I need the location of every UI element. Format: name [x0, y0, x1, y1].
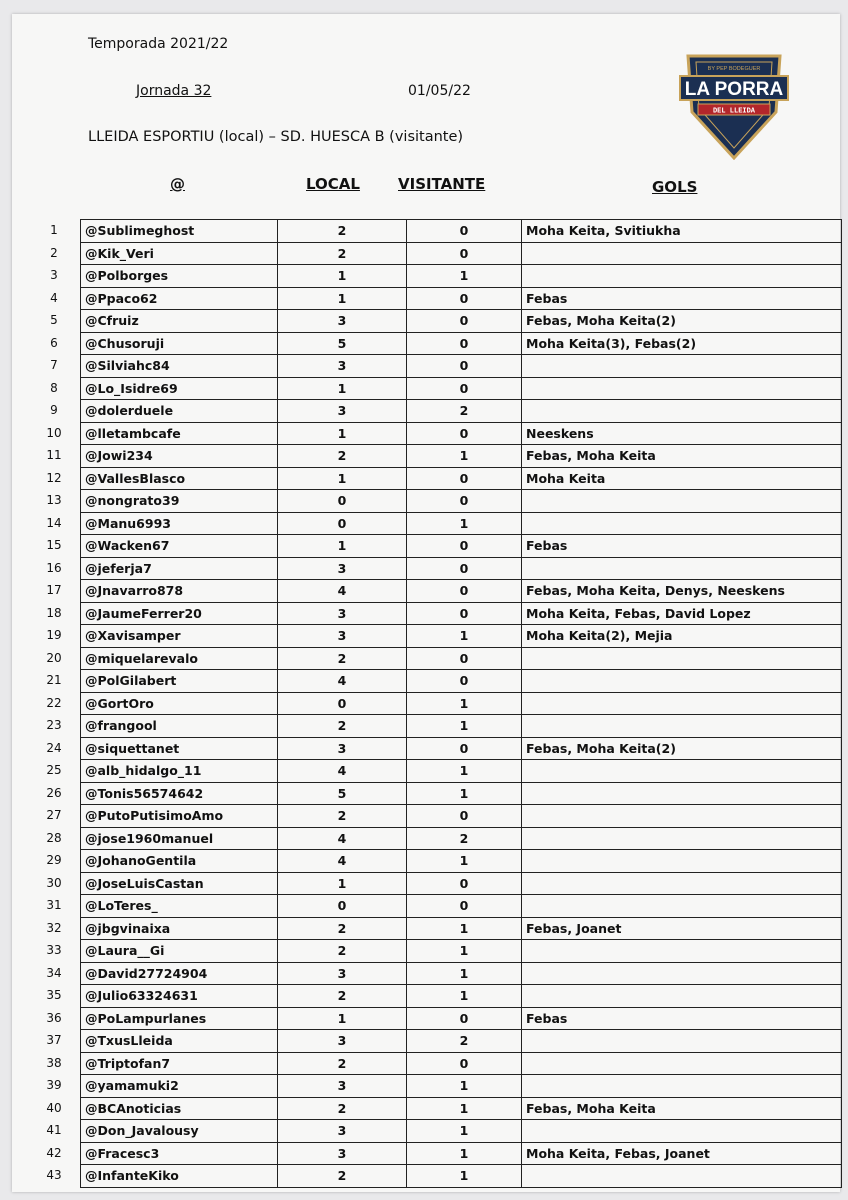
table-row: [81, 670, 842, 693]
local-score-cell: 1: [278, 422, 407, 445]
row-number: 13: [46, 493, 62, 507]
local-score-cell: 3: [278, 962, 407, 985]
visitor-score-cell: 1: [407, 512, 522, 535]
row-number: 14: [46, 515, 62, 530]
season-label: Temporada 2021/22: [88, 36, 229, 52]
visitor-score-cell: 0: [407, 895, 522, 918]
username-cell: @PutoPutisimoAmo: [81, 805, 278, 828]
scorers-cell: Neeskens: [522, 422, 842, 445]
row-number: 41: [46, 1123, 62, 1137]
scorers-cell: Febas, Joanet: [522, 917, 842, 940]
table-row: [81, 602, 842, 625]
scorers-cell: Moha Keita: [522, 467, 842, 490]
username-cell: @GortOro: [81, 692, 278, 715]
match-date: 01/05/22: [408, 83, 471, 99]
username-cell: @Ppaco62: [81, 287, 278, 310]
visitor-score-cell: 1: [407, 692, 522, 715]
scorers-cell: [522, 985, 842, 1008]
predictions-table: [80, 219, 842, 1188]
table-row: [81, 580, 842, 603]
logo-top-text: BY PEP BODEGUER: [707, 66, 761, 72]
visitor-score-cell: 2: [407, 400, 522, 423]
header-gols: GOLS: [652, 178, 698, 196]
visitor-score-cell: 1: [407, 760, 522, 783]
table-row: [81, 962, 842, 985]
scorers-cell: [522, 1052, 842, 1075]
username-cell: @Xavisamper: [81, 625, 278, 648]
visitor-score-cell: 0: [407, 332, 522, 355]
table-row: [81, 422, 842, 445]
scorers-cell: Moha Keita(3), Febas(2): [522, 332, 842, 355]
scorers-cell: Moha Keita(2), Mejia: [522, 625, 842, 648]
visitor-score-cell: 0: [407, 580, 522, 603]
local-score-cell: 4: [278, 670, 407, 693]
logo-main-text: LA PORRA: [684, 79, 784, 100]
visitor-score-cell: 1: [407, 917, 522, 940]
table-row: [81, 872, 842, 895]
visitor-score-cell: 1: [407, 985, 522, 1008]
table-row: [81, 692, 842, 715]
scorers-cell: [522, 512, 842, 535]
row-number: 28: [46, 830, 62, 845]
row-number: 1: [50, 223, 58, 237]
visitor-score-cell: 0: [407, 242, 522, 265]
visitor-score-cell: 0: [407, 422, 522, 445]
scorers-cell: [522, 670, 842, 693]
row-number: 2: [50, 245, 58, 260]
row-number: 16: [46, 560, 62, 575]
row-number: 38: [46, 1055, 62, 1070]
table-row: [81, 1120, 842, 1143]
visitor-score-cell: 1: [407, 625, 522, 648]
table-row: [81, 310, 842, 333]
scorers-cell: Moha Keita, Svitiukha: [522, 220, 842, 243]
local-score-cell: 1: [278, 535, 407, 558]
local-score-cell: 3: [278, 625, 407, 648]
local-score-cell: 2: [278, 715, 407, 738]
row-number: 24: [46, 740, 62, 755]
visitor-score-cell: 1: [407, 1075, 522, 1098]
visitor-score-cell: 1: [407, 962, 522, 985]
visitor-score-cell: 0: [407, 557, 522, 580]
local-score-cell: 2: [278, 1052, 407, 1075]
username-cell: @miquelarevalo: [81, 647, 278, 670]
table-row: [81, 1075, 842, 1098]
scorers-cell: [522, 827, 842, 850]
local-score-cell: 2: [278, 445, 407, 468]
row-number: 29: [46, 853, 62, 867]
row-numbers: [36, 219, 72, 1187]
visitor-score-cell: 2: [407, 827, 522, 850]
row-number: 10: [46, 425, 62, 440]
local-score-cell: 1: [278, 467, 407, 490]
scorers-cell: [522, 557, 842, 580]
visitor-score-cell: 1: [407, 715, 522, 738]
local-score-cell: 3: [278, 1142, 407, 1165]
scorers-cell: Moha Keita, Febas, Joanet: [522, 1142, 842, 1165]
table-row: [81, 850, 842, 873]
table-row: [81, 535, 842, 558]
table-row: [81, 445, 842, 468]
row-number: 15: [46, 538, 62, 552]
scorers-cell: [522, 715, 842, 738]
username-cell: @JaumeFerrer20: [81, 602, 278, 625]
row-number: 19: [46, 628, 62, 642]
table-row: [81, 1052, 842, 1075]
visitor-score-cell: 0: [407, 602, 522, 625]
visitor-score-cell: 1: [407, 782, 522, 805]
table-row: [81, 985, 842, 1008]
row-number: 7: [50, 358, 58, 372]
table-row: [81, 647, 842, 670]
username-cell: @dolerduele: [81, 400, 278, 423]
table-row: [81, 895, 842, 918]
table-row: [81, 265, 842, 288]
scorers-cell: [522, 490, 842, 513]
local-score-cell: 1: [278, 1007, 407, 1030]
visitor-score-cell: 0: [407, 1052, 522, 1075]
shield-icon: [674, 50, 794, 160]
row-number: 40: [46, 1100, 62, 1115]
row-number: 18: [46, 605, 62, 620]
visitor-score-cell: 1: [407, 265, 522, 288]
local-score-cell: 3: [278, 1120, 407, 1143]
username-cell: @BCAnoticias: [81, 1097, 278, 1120]
local-score-cell: 2: [278, 1097, 407, 1120]
row-number: 4: [50, 290, 58, 305]
table-row: [81, 1142, 842, 1165]
username-cell: @InfanteKiko: [81, 1165, 278, 1188]
local-score-cell: 4: [278, 827, 407, 850]
local-score-cell: 2: [278, 220, 407, 243]
table-row: [81, 332, 842, 355]
scorers-cell: Febas: [522, 1007, 842, 1030]
local-score-cell: 3: [278, 602, 407, 625]
scorers-cell: [522, 1120, 842, 1143]
row-number: 43: [46, 1168, 62, 1182]
table-row: [81, 1007, 842, 1030]
row-number: 8: [50, 380, 58, 395]
username-cell: @jose1960manuel: [81, 827, 278, 850]
visitor-score-cell: 1: [407, 940, 522, 963]
local-score-cell: 0: [278, 692, 407, 715]
row-number: 39: [46, 1078, 62, 1092]
username-cell: @PoLampurlanes: [81, 1007, 278, 1030]
local-score-cell: 0: [278, 490, 407, 513]
username-cell: @Tonis56574642: [81, 782, 278, 805]
visitor-score-cell: 1: [407, 1097, 522, 1120]
visitor-score-cell: 0: [407, 805, 522, 828]
visitor-score-cell: 1: [407, 850, 522, 873]
table-row: [81, 805, 842, 828]
local-score-cell: 1: [278, 265, 407, 288]
row-number: 3: [50, 268, 58, 282]
scorers-cell: Febas, Moha Keita, Denys, Neeskens: [522, 580, 842, 603]
row-number: 42: [46, 1145, 62, 1160]
table-row: [81, 782, 842, 805]
match-title: LLEIDA ESPORTIU (local) – SD. HUESCA B (visitante): [88, 129, 464, 145]
table-row: [81, 557, 842, 580]
local-score-cell: 3: [278, 557, 407, 580]
row-number: 34: [46, 965, 62, 980]
header-visitante: VISITANTE: [398, 175, 486, 193]
row-number: 6: [50, 335, 58, 350]
scorers-cell: Febas, Moha Keita: [522, 1097, 842, 1120]
scorers-cell: [522, 1165, 842, 1188]
visitor-score-cell: 0: [407, 670, 522, 693]
scorers-cell: Febas: [522, 287, 842, 310]
local-score-cell: 4: [278, 580, 407, 603]
scorers-cell: [522, 1030, 842, 1053]
visitor-score-cell: 0: [407, 647, 522, 670]
scorers-cell: [522, 242, 842, 265]
visitor-score-cell: 2: [407, 1030, 522, 1053]
username-cell: @Silviahc84: [81, 355, 278, 378]
username-cell: @Don_Javalousy: [81, 1120, 278, 1143]
jornada-label: Jornada 32: [136, 83, 212, 99]
username-cell: @TxusLleida: [81, 1030, 278, 1053]
local-score-cell: 1: [278, 872, 407, 895]
scorers-cell: Febas, Moha Keita(2): [522, 737, 842, 760]
row-number: 22: [46, 695, 62, 710]
username-cell: @Wacken67: [81, 535, 278, 558]
visitor-score-cell: 0: [407, 490, 522, 513]
local-score-cell: 2: [278, 940, 407, 963]
table-row: [81, 940, 842, 963]
scorers-cell: [522, 940, 842, 963]
row-number: 32: [46, 920, 62, 935]
local-score-cell: 3: [278, 737, 407, 760]
visitor-score-cell: 1: [407, 1120, 522, 1143]
row-number: 33: [46, 943, 62, 957]
local-score-cell: 2: [278, 917, 407, 940]
local-score-cell: 2: [278, 1165, 407, 1188]
logo-sub-text: DEL LLEIDA: [712, 107, 756, 116]
scorers-cell: Febas, Moha Keita(2): [522, 310, 842, 333]
row-number: 25: [46, 763, 62, 777]
table-row: [81, 377, 842, 400]
local-score-cell: 3: [278, 1030, 407, 1053]
table-row: [81, 512, 842, 535]
username-cell: @JoseLuisCastan: [81, 872, 278, 895]
scorers-cell: [522, 872, 842, 895]
table-row: [81, 242, 842, 265]
username-cell: @Lo_Isidre69: [81, 377, 278, 400]
table-row: [81, 625, 842, 648]
visitor-score-cell: 0: [407, 310, 522, 333]
username-cell: @Triptofan7: [81, 1052, 278, 1075]
local-score-cell: 3: [278, 1075, 407, 1098]
visitor-score-cell: 1: [407, 445, 522, 468]
scorers-cell: Febas, Moha Keita: [522, 445, 842, 468]
table-row: [81, 355, 842, 378]
table-row: [81, 917, 842, 940]
username-cell: @yamamuki2: [81, 1075, 278, 1098]
visitor-score-cell: 1: [407, 1165, 522, 1188]
username-cell: @Sublimeghost: [81, 220, 278, 243]
row-number: 26: [46, 785, 62, 800]
table-row: [81, 490, 842, 513]
visitor-score-cell: 0: [407, 355, 522, 378]
table-row: [81, 715, 842, 738]
scorers-cell: Febas: [522, 535, 842, 558]
username-cell: @jbgvinaixa: [81, 917, 278, 940]
username-cell: @David27724904: [81, 962, 278, 985]
scorers-cell: [522, 805, 842, 828]
table-row: [81, 1165, 842, 1188]
row-number: 12: [46, 470, 62, 485]
local-score-cell: 2: [278, 805, 407, 828]
row-number: 20: [46, 650, 62, 665]
username-cell: @LoTeres_: [81, 895, 278, 918]
username-cell: @alb_hidalgo_11: [81, 760, 278, 783]
scorers-cell: [522, 265, 842, 288]
row-number: 17: [46, 583, 62, 597]
username-cell: @Fracesc3: [81, 1142, 278, 1165]
table-row: [81, 220, 842, 243]
username-cell: @Chusoruji: [81, 332, 278, 355]
username-cell: @Cfruiz: [81, 310, 278, 333]
username-cell: @nongrato39: [81, 490, 278, 513]
username-cell: @Kik_Veri: [81, 242, 278, 265]
row-number: 31: [46, 898, 62, 912]
scorers-cell: [522, 782, 842, 805]
scorers-cell: [522, 895, 842, 918]
local-score-cell: 4: [278, 760, 407, 783]
scorers-cell: [522, 355, 842, 378]
local-score-cell: 2: [278, 242, 407, 265]
username-cell: @Manu6993: [81, 512, 278, 535]
row-number: 5: [50, 313, 58, 327]
local-score-cell: 1: [278, 287, 407, 310]
username-cell: @Jnavarro878: [81, 580, 278, 603]
username-cell: @Polborges: [81, 265, 278, 288]
local-score-cell: 2: [278, 647, 407, 670]
table-row: [81, 760, 842, 783]
row-number: 21: [46, 673, 62, 687]
scorers-cell: [522, 760, 842, 783]
username-cell: @Julio63324631: [81, 985, 278, 1008]
row-number: 36: [46, 1010, 62, 1025]
visitor-score-cell: 1: [407, 1142, 522, 1165]
document-sheet: [12, 14, 840, 1192]
table-row: [81, 287, 842, 310]
row-number: 27: [46, 808, 62, 822]
local-score-cell: 5: [278, 332, 407, 355]
visitor-score-cell: 0: [407, 287, 522, 310]
row-number: 30: [46, 875, 62, 890]
scorers-cell: Moha Keita, Febas, David Lopez: [522, 602, 842, 625]
username-cell: @lletambcafe: [81, 422, 278, 445]
header-at: @: [170, 175, 185, 193]
visitor-score-cell: 0: [407, 1007, 522, 1030]
scorers-cell: [522, 962, 842, 985]
local-score-cell: 0: [278, 512, 407, 535]
local-score-cell: 1: [278, 377, 407, 400]
scorers-cell: [522, 647, 842, 670]
row-number: 11: [46, 448, 62, 462]
local-score-cell: 4: [278, 850, 407, 873]
visitor-score-cell: 0: [407, 377, 522, 400]
scorers-cell: [522, 1075, 842, 1098]
local-score-cell: 3: [278, 310, 407, 333]
username-cell: @Laura__Gi: [81, 940, 278, 963]
visitor-score-cell: 0: [407, 467, 522, 490]
visitor-score-cell: 0: [407, 220, 522, 243]
username-cell: @JohanoGentila: [81, 850, 278, 873]
row-number: 35: [46, 988, 62, 1002]
username-cell: @VallesBlasco: [81, 467, 278, 490]
username-cell: @frangool: [81, 715, 278, 738]
scorers-cell: [522, 850, 842, 873]
row-number: 23: [46, 718, 62, 732]
local-score-cell: 3: [278, 355, 407, 378]
visitor-score-cell: 0: [407, 535, 522, 558]
username-cell: @siquettanet: [81, 737, 278, 760]
table-row: [81, 737, 842, 760]
table-row: [81, 1097, 842, 1120]
local-score-cell: 3: [278, 400, 407, 423]
table-row: [81, 467, 842, 490]
username-cell: @Jowi234: [81, 445, 278, 468]
visitor-score-cell: 0: [407, 737, 522, 760]
table-row: [81, 1030, 842, 1053]
row-number: 9: [50, 403, 58, 417]
username-cell: @PolGilabert: [81, 670, 278, 693]
scorers-cell: [522, 377, 842, 400]
local-score-cell: 0: [278, 895, 407, 918]
scorers-cell: [522, 692, 842, 715]
row-number: 37: [46, 1033, 62, 1047]
visitor-score-cell: 0: [407, 872, 522, 895]
username-cell: @jeferja7: [81, 557, 278, 580]
local-score-cell: 2: [278, 985, 407, 1008]
la-porra-logo: [674, 50, 794, 160]
table-row: [81, 827, 842, 850]
scorers-cell: [522, 400, 842, 423]
table-row: [81, 400, 842, 423]
header-local: LOCAL: [306, 175, 360, 193]
local-score-cell: 5: [278, 782, 407, 805]
